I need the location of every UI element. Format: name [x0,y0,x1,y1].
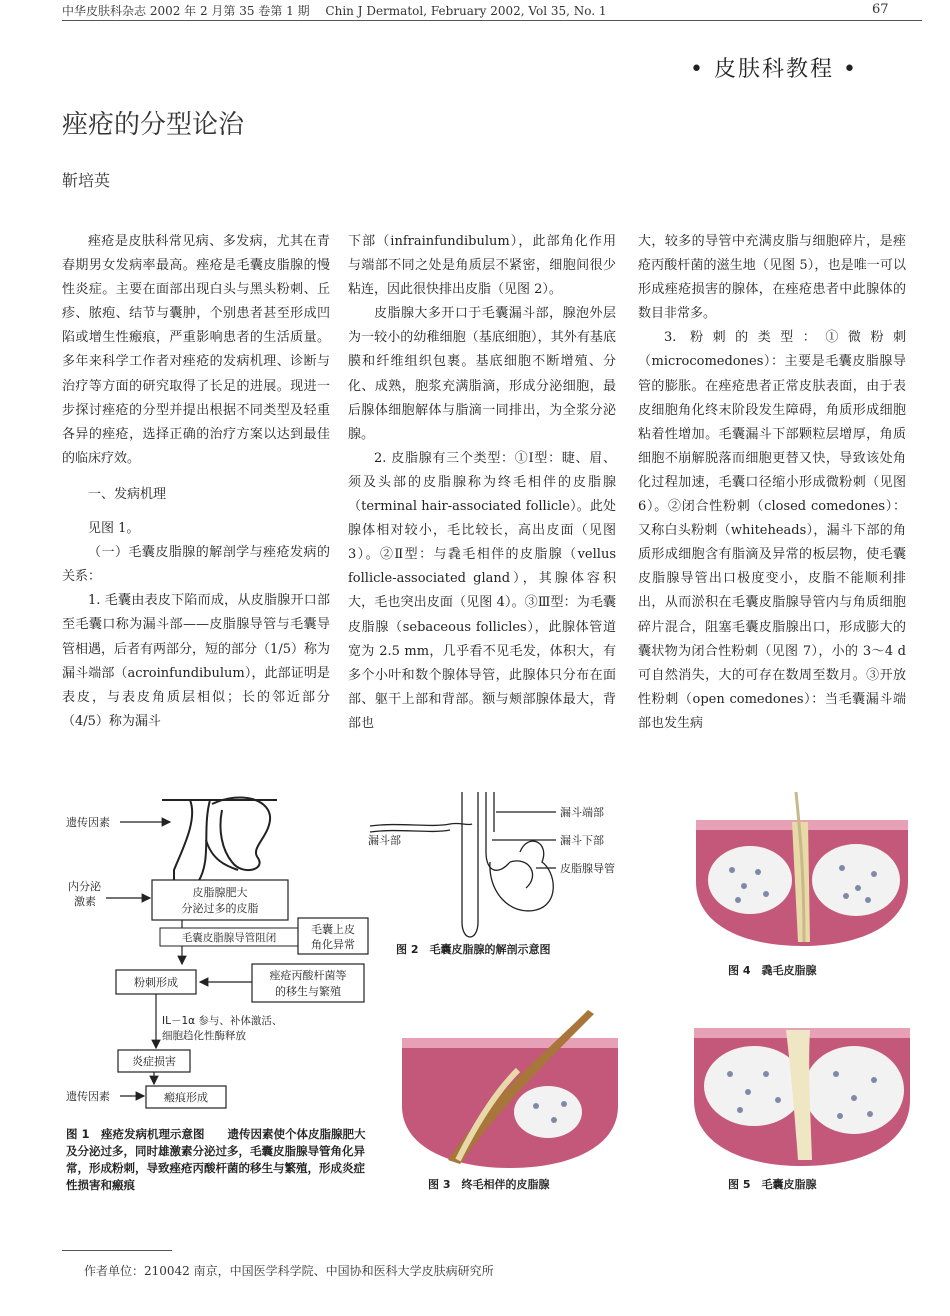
footnote-rule [62,1250,172,1251]
paragraph: 3. 粉刺的类型：①微粉刺（microcomedones）：主要是毛囊皮脂腺导管的膨胀。在痤疮患者正常皮肤表面，由于表皮细胞角化终末阶段发生障碍，角质形成细胞粘着性增加。毛囊漏斗下部颗粒层增厚，角质细胞不崩解脱落而细胞更替又快，导致该处角化过程加速，毛囊口径缩小形成微粉刺（见图 6）。②闭合性粉刺（closed comedones）：又称白头粉刺（whiteheads），漏斗下部的角质形成细胞含有脂滴及异常的板层物，使毛囊皮脂腺导管出口极度变小，皮脂不能顺利排出，从而淤积在毛囊皮脂腺导管内与角质细胞碎片混合，阻塞毛囊皮脂腺出口，形成膨大的囊状物为闭合性粉刺（见图 7），小的 3～4 d 可自然消失，大的可存在数周至数月。③开放性粉刺（open comedones）：当毛囊漏斗端部也发生病 [638,330,906,731]
figure-2-caption: 图 2 毛囊皮脂腺的解剖示意图 [396,943,551,956]
fig1-bacteria-1: 痤疮丙酸杆菌等 [269,969,347,982]
fig1-keratin-1: 毛囊上皮 [311,923,355,936]
figure-4-caption: 图 4 毳毛皮脂腺 [728,964,817,977]
paragraph: 大，较多的导管中充满皮脂与细胞碎片，是痤疮丙酸杆菌的滋生地（见图 5），也是唯一可以形成痤疮损害的腺体，在痤疮患者中此腺体的数目非常多。 [638,234,906,322]
paragraph: 皮脂腺大多开口于毛囊漏斗部，腺泡外层为一较小的幼稚细胞（基底细胞），其外有基底膜和纤维组织包裹。基底细胞不断增殖、分化、成熟，胞浆充满脂滴，形成分泌细胞，最后腺体细胞解体与脂滴一同排出，为全浆分泌腺。 [348,306,616,442]
author-affiliation: 作者单位：210042 南京，中国医学科学院、中国协和医科大学皮肤病研究所 [84,1264,494,1278]
fig1-enlarge-line1: 皮脂腺肥大 [192,886,248,899]
article-title: 痤疮的分型论治 [62,110,245,140]
figure-5-illustration [690,1004,914,1168]
series-title: • 皮肤科教程 • [690,57,858,82]
fig1-genetic-top: 遗传因素 [66,816,110,829]
fig1-inflammation: 炎症损害 [132,1055,176,1068]
fig1-keratin-2: 角化异常 [311,938,355,951]
fig1-il-1: IL－1α 参与、补体激活、 [162,1015,283,1027]
fig2-label-acro: 漏斗端部 [560,806,604,819]
fig1-endocrine-1: 内分泌 [68,880,101,893]
paragraph: 见图 1。 [88,521,140,537]
figure-4-illustration [692,792,912,950]
text-column-1 [62,230,330,734]
page-number: 67 [872,2,889,17]
figure-3-caption: 图 3 终毛相伴的皮脂腺 [428,1178,550,1191]
sebaceous-gland-sketch [162,797,277,882]
fig1-bacteria-2: 的移生与繁殖 [275,985,341,998]
figure-1-flowchart [62,790,382,1120]
text-column-3 [638,230,906,736]
figure-3-illustration [398,1010,622,1170]
article-author: 靳培英 [62,171,111,190]
figure-2-anatomy [360,792,650,962]
fig2-label-infra: 漏斗下部 [560,834,604,847]
figure-1-caption: 图 1 痤疮发病机理示意图 遗传因素使个体皮脂腺肥大及分泌过多，同时雄激素分泌过多，毛囊皮脂腺导管角化异常，形成粉刺，导致痤疮丙酸杆菌的移生与繁殖，形成炎症性损害和瘢痕 [66,1127,366,1192]
paragraph: （一）毛囊皮脂腺的解剖学与痤疮发病的关系： [62,545,330,585]
fig1-genetic-bottom: 遗传因素 [66,1090,110,1103]
text-column-2 [348,230,616,736]
section-heading: 一、发病机理 [88,486,167,502]
header-rule [62,20,922,21]
paragraph: 痤疮是皮肤科常见病、多发病，尤其在青春期男女发病率最高。痤疮是毛囊皮脂腺的慢性炎症。主要在面部出现白头与黑头粉刺、丘疹、脓疱、结节与囊肿，个别患者甚至形成凹陷或增生性瘢痕，严重影响患者的生活质量。多年来科学工作者对痤疮的发病机理、诊断与治疗等方面的研究取得了长足的进展。现进一步探讨痤疮的分型并提出根据不同类型及轻重各异的痤疮，选择正确的治疗方案以达到最佳的临床疗效。 [62,234,330,466]
fig1-enlarge-line2: 分泌过多的皮脂 [181,902,259,915]
paragraph: 下部（infrainfundibulum），此部角化作用与端部不同之处是角质层不紧密，细胞间很少粘连，因此很快排出皮脂（见图 2）。 [348,234,616,298]
paragraph: 2. 皮脂腺有三个类型：①Ⅰ型：睫、眉、须及头部的皮脂腺称为终毛相伴的皮脂腺（terminal hair-associated follicle）。此处腺体相对较小，毛比较长，高出皮面（见图 3）。②Ⅱ型：与毳毛相伴的皮脂腺（vellus follicle-associated gland），其腺体容积大，毛也突出皮面（见图 4）。③Ⅲ型：为毛囊皮脂腺（sebaceous follicles），此腺体管道宽为 2.5 mm，几乎看不见毛发，体积大，有多个小叶和数个腺体导管，此腺体只分布在面部、躯干上部和背部。额与颊部腺体最大，背部也 [348,450,616,731]
fig1-scar: 瘢痕形成 [164,1091,208,1104]
fig1-il-2: 细胞趋化性酶释放 [162,1030,246,1042]
figure-5-caption: 图 5 毛囊皮脂腺 [728,1178,817,1191]
fig2-label-duct: 皮脂腺导管 [560,862,615,875]
paragraph: 1. 毛囊由表皮下陷而成，从皮脂腺开口部至毛囊口称为漏斗部——皮脂腺导管与毛囊导管相遇，后者有两部分，短的部分（1/5）称为漏斗端部（acroinfundibulum），此部证明是表皮，与表皮角质层相似；长的邻近部分（4/5）称为漏斗 [62,593,330,729]
fig1-comedo: 粉刺形成 [134,976,178,989]
fig2-label-infundibulum: 漏斗部 [368,834,401,847]
fig1-endocrine-2: 激素 [74,895,96,908]
fig1-duct-block: 毛囊皮脂腺导管阻闭 [181,932,277,944]
running-head: 中华皮肤科杂志 2002 年 2 月第 35 卷第 1 期 Chin J Dermatol, February 2002, Vol 35, No. 1 [62,4,607,18]
